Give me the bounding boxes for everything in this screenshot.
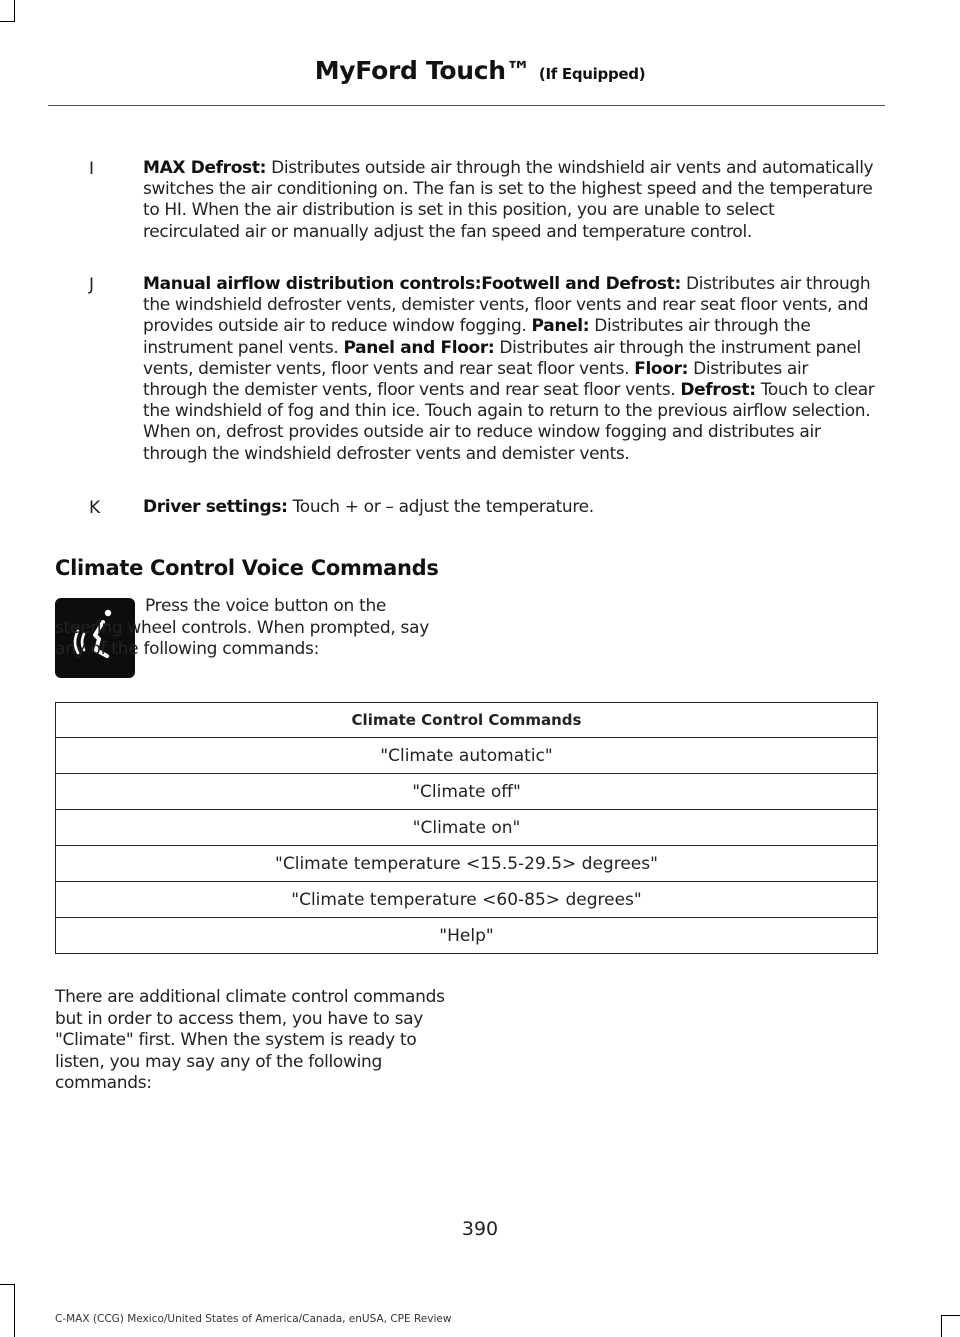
climate-commands-table [55,702,878,954]
item-body [143,158,875,243]
header-title: MyFord Touch™ [314,56,531,85]
section-heading: Climate Control Voice Commands [55,556,439,580]
table-cell: "Help" [56,918,878,954]
table-cell: "Climate automatic" [56,738,878,774]
item-text: Distributes air through the instrument panel vents. [143,316,811,358]
crop-mark [14,0,15,22]
table-cell: "Climate off" [56,774,878,810]
item-term: MAX Defrost: [143,158,267,178]
item-key: K [89,498,101,518]
table-cell: "Climate temperature <60-85> degrees" [56,882,878,918]
header-subtitle: (If Equipped) [538,65,646,83]
crop-mark [14,1284,15,1337]
item-term: Driver settings: [143,497,288,517]
item-term: Manual airflow distribution controls:Footwell and Defrost: [143,274,681,294]
crop-mark [941,1315,960,1316]
crop-mark [0,1284,15,1285]
voice-instructions [55,596,440,661]
table-row [56,810,878,846]
item-term: Panel: [531,316,590,337]
table-cell: "Climate temperature <15.5-29.5> degrees" [56,846,878,882]
item-body [143,274,875,465]
table-row [56,738,878,774]
crop-mark [0,21,15,22]
item-key: J [89,275,95,295]
item-body [143,497,875,518]
item-text: Distributes air through the instrument panel vents, demister vents, floor vents and rear seat floor vents. [143,337,861,379]
page-number: 390 [461,1218,499,1240]
icon-spacer [55,601,145,611]
item-text: Distributes outside air through the windshield air vents and automatically switches the air conditioning on. The fan is set to the highest speed and the temperature to HI. When the air distribution is set in this position, you are unable to select recirculated air or manually adjust the fan speed and temperature control. [143,158,874,242]
table-row [56,882,878,918]
footer-text: C-MAX (CCG) Mexico/United States of America/Canada, enUSA, CPE Review [55,1313,452,1325]
item-text: Distributes air through the demister vents, floor vents and rear seat floor vents. [143,358,809,401]
page-header [0,56,960,85]
item-term: Panel and Floor: [343,337,495,358]
crop-mark [941,1315,942,1337]
item-text: Touch to clear the windshield of fog and thin ice. Touch again to return to the previous airflow selection. When on, defrost provides outside air to reduce window fogging and distributes air through the windshield defroster vents and demister vents. [143,380,875,464]
item-text: Distributes air through the windshield defroster vents, demister vents, floor vents and rear seat floor vents, and provides outside air to reduce window fogging. [143,274,871,337]
header-divider [48,105,885,106]
item-key: I [89,159,95,179]
item-text: Touch + or – adjust the temperature. [287,497,594,517]
item-term: Floor: [634,358,689,379]
table-header: Climate Control Commands [56,703,878,738]
table-header-row [56,703,878,738]
table-row [56,846,878,882]
voice-instructions-text: Press the voice button on the steering wheel controls. When prompted, say any of the following commands: [55,596,429,659]
additional-commands-text: There are additional climate control commands but in order to access them, you have to say "Climate" first. When the system is ready to listen, you may say any of the following commands: [55,987,445,1093]
table-cell: "Climate on" [56,810,878,846]
table-row [56,774,878,810]
item-term: Defrost: [680,380,756,401]
table-row [56,918,878,954]
